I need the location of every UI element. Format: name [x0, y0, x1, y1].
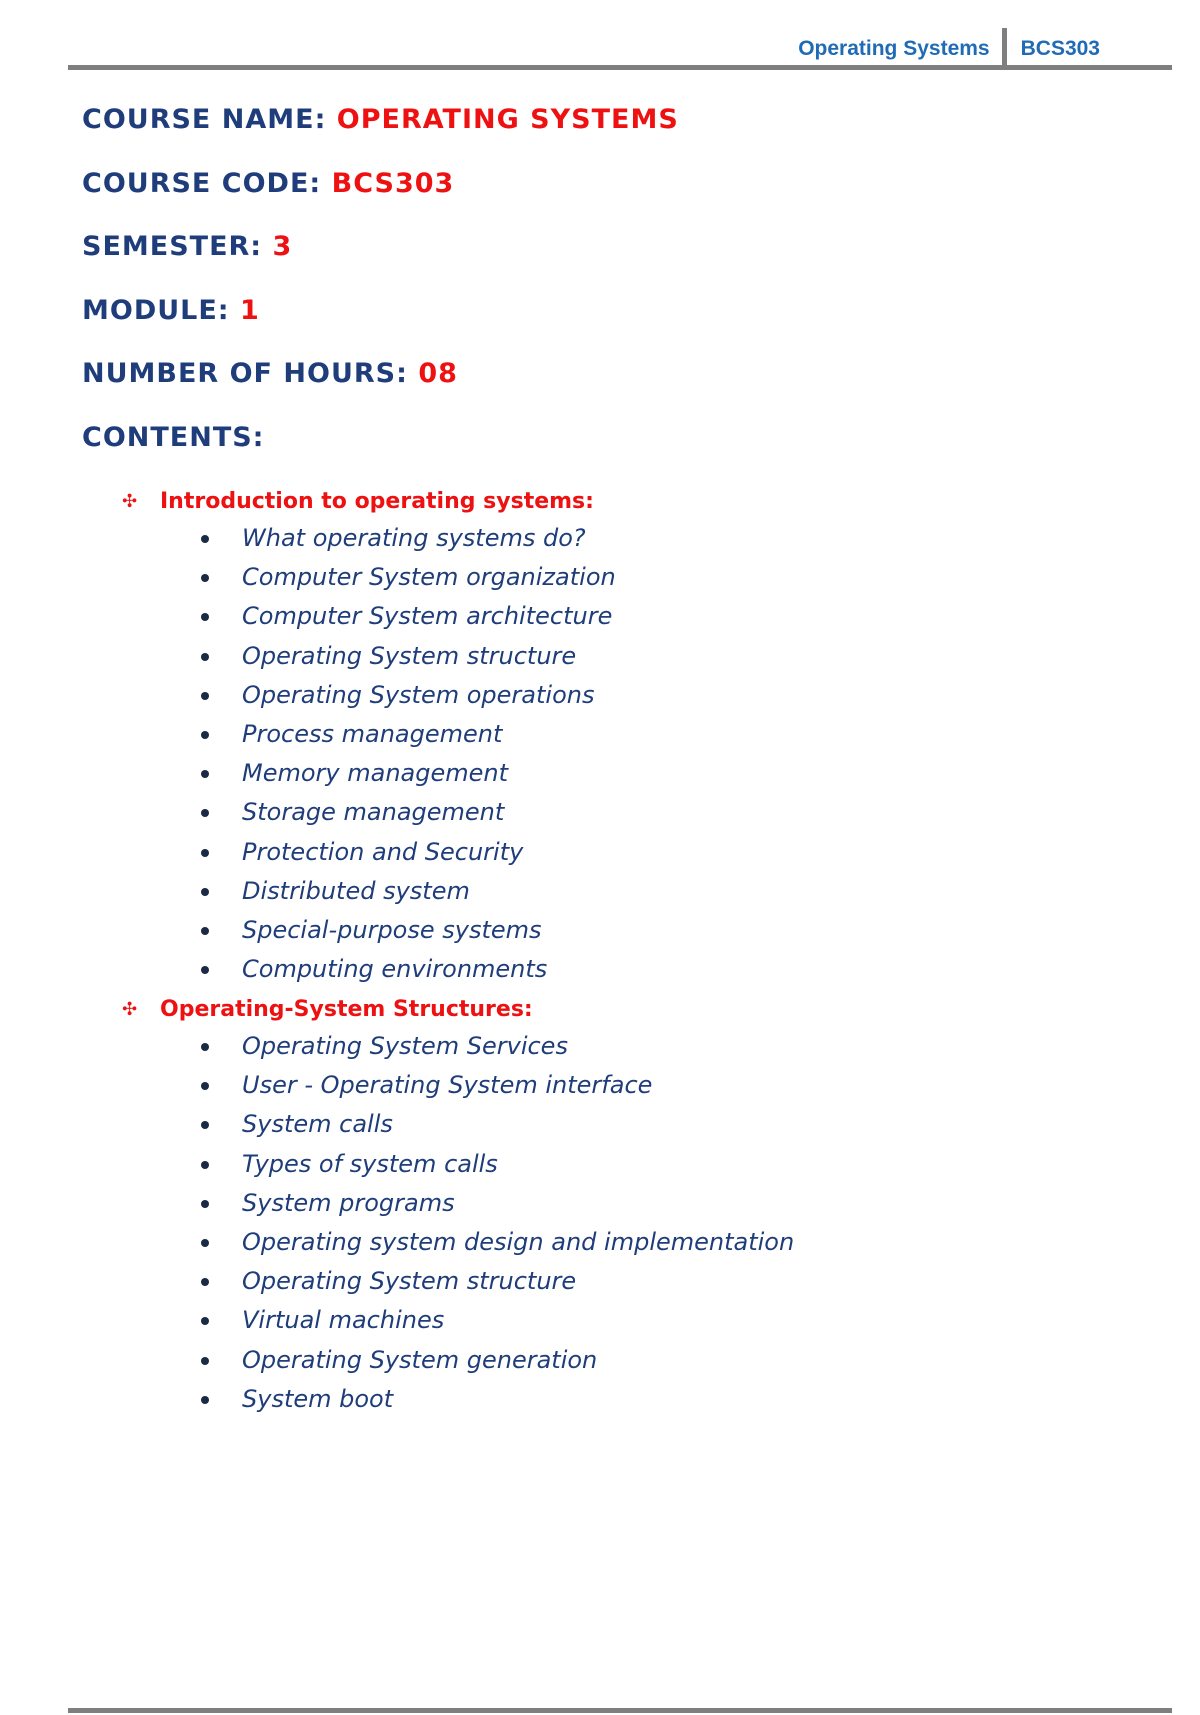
- hours-label: NUMBER OF HOURS:: [82, 358, 408, 389]
- list-item: [122, 1225, 794, 1264]
- bullet-icon: [201, 1200, 209, 1208]
- list-item: [122, 874, 616, 913]
- bullet-icon: [201, 1278, 209, 1286]
- course-code-label: COURSE CODE:: [82, 167, 322, 199]
- list-item: [122, 1107, 794, 1146]
- list-item-text: Distributed system: [242, 876, 470, 905]
- course-name-label: COURSE NAME:: [82, 104, 327, 135]
- header-rule: [68, 65, 1172, 70]
- bullet-icon: [201, 1396, 209, 1404]
- list-item-text: Operating System structure: [242, 1267, 577, 1296]
- hours-line: [82, 356, 679, 420]
- bullet-icon: [201, 535, 209, 543]
- footer-rule: [68, 1708, 1172, 1713]
- list-item-text: What operating systems do?: [242, 524, 586, 552]
- list-item-text: System boot: [242, 1384, 394, 1413]
- section-item-list: [122, 1029, 794, 1421]
- bullet-icon: [201, 927, 209, 935]
- bullet-icon: [201, 849, 209, 857]
- contents-line: [82, 420, 679, 484]
- bullet-icon: [201, 653, 209, 661]
- list-item: [122, 717, 616, 756]
- diamond-bullet-icon: ✣: [122, 999, 138, 1020]
- bullet-icon: [201, 1043, 209, 1051]
- header-separator: [1002, 28, 1007, 70]
- bullet-icon: [201, 966, 209, 974]
- list-item-text: System programs: [242, 1188, 455, 1217]
- diamond-bullet-icon: ✣: [122, 491, 138, 512]
- semester-label: SEMESTER:: [82, 231, 263, 262]
- course-code-value: BCS303: [331, 167, 455, 199]
- list-item-text: Computing environments: [242, 955, 548, 984]
- list-item: [122, 1343, 794, 1382]
- list-item: [122, 952, 616, 991]
- list-item: [122, 913, 616, 952]
- list-item: [122, 599, 616, 638]
- list-item: [122, 1264, 794, 1303]
- hours-value: 08: [418, 358, 458, 389]
- module-label: MODULE:: [82, 294, 230, 326]
- bullet-icon: [201, 692, 209, 700]
- list-item-text: Operating System generation: [242, 1345, 598, 1374]
- contents-label: CONTENTS:: [82, 421, 265, 453]
- list-item: [122, 835, 616, 874]
- list-item-text: Protection and Security: [242, 837, 524, 866]
- list-item: [122, 795, 616, 834]
- bullet-icon: [201, 731, 209, 739]
- bullet-icon: [201, 574, 209, 582]
- course-meta: [82, 102, 679, 483]
- section-title-text: Operating-System Structures:: [160, 997, 533, 1022]
- section-introduction: [122, 483, 616, 991]
- list-item-text: Operating system design and implementation: [242, 1227, 795, 1256]
- bullet-icon: [201, 613, 209, 621]
- list-item: [122, 1029, 794, 1068]
- list-item: [122, 1303, 794, 1342]
- list-item-text: Computer System architecture: [242, 602, 613, 631]
- semester-line: [82, 229, 679, 293]
- section-title: [122, 483, 616, 521]
- list-item: [122, 756, 616, 795]
- module-line: [82, 293, 679, 357]
- list-item-text: Process management: [242, 719, 503, 748]
- bullet-icon: [201, 1239, 209, 1247]
- bullet-icon: [201, 1317, 209, 1325]
- list-item: [122, 1186, 794, 1225]
- list-item: [122, 1147, 794, 1186]
- list-item: [122, 678, 616, 717]
- header-course-code: BCS303: [1020, 37, 1100, 60]
- bullet-icon: [201, 888, 209, 896]
- bullet-icon: [201, 1357, 209, 1365]
- course-code-line: [82, 166, 679, 230]
- bullet-icon: [201, 770, 209, 778]
- section-title: [122, 991, 794, 1029]
- list-item-text: User - Operating System interface: [242, 1071, 653, 1100]
- page-header: [798, 28, 1100, 70]
- module-value: 1: [240, 294, 260, 326]
- list-item-text: Operating System operations: [242, 680, 595, 709]
- list-item: [122, 1068, 794, 1107]
- section-item-list: [122, 521, 616, 991]
- list-item-text: Operating System Services: [242, 1032, 568, 1060]
- list-item-text: System calls: [242, 1110, 393, 1139]
- list-item: [122, 521, 616, 560]
- list-item-text: Types of system calls: [242, 1149, 498, 1178]
- list-item-text: Computer System organization: [242, 563, 616, 592]
- list-item: [122, 1382, 794, 1421]
- semester-value: 3: [272, 231, 293, 262]
- bullet-icon: [201, 1082, 209, 1090]
- list-item-text: Memory management: [242, 759, 509, 788]
- list-item: [122, 560, 616, 599]
- section-os-structures: [122, 991, 794, 1421]
- course-name-line: [82, 102, 679, 166]
- list-item-text: Special-purpose systems: [242, 915, 542, 944]
- bullet-icon: [201, 1121, 209, 1129]
- header-course-title: Operating Systems: [798, 37, 990, 60]
- course-name-value: OPERATING SYSTEMS: [336, 104, 679, 135]
- list-item-text: Operating System structure: [242, 641, 577, 670]
- bullet-icon: [201, 1161, 209, 1169]
- list-item: [122, 639, 616, 678]
- list-item-text: Virtual machines: [242, 1306, 445, 1335]
- bullet-icon: [201, 809, 209, 817]
- list-item-text: Storage management: [242, 798, 505, 827]
- section-title-text: Introduction to operating systems:: [160, 489, 594, 514]
